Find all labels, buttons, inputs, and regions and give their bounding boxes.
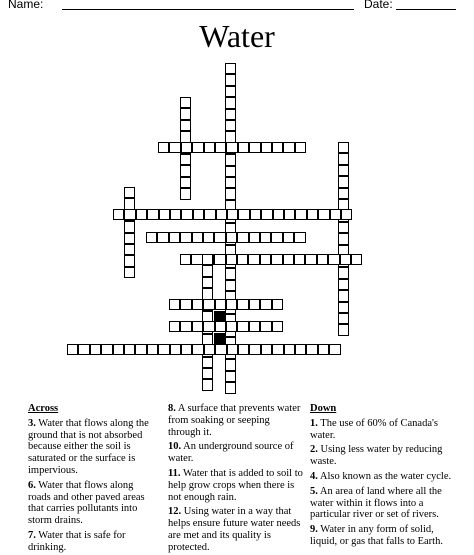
clue-text: Water in any form of solid, liquid, or gas that falls to Earth. [310, 524, 443, 547]
clue-number: 8. [168, 403, 176, 414]
clue-item [168, 403, 304, 438]
grid-cell[interactable] [237, 299, 248, 310]
clue-text: Also known as the water cycle. [317, 470, 452, 482]
grid-cell[interactable] [180, 165, 191, 176]
grid-cell[interactable] [227, 209, 238, 220]
grid-cell[interactable] [216, 209, 227, 220]
clue-text: An area of land where all the water within it flows into a particular river or set of rivers. [310, 485, 442, 521]
grid-cell[interactable] [204, 142, 215, 153]
grid-cell[interactable] [225, 268, 236, 279]
grid-cell[interactable] [341, 209, 352, 220]
grid-cell[interactable] [305, 254, 316, 265]
grid-cell[interactable] [202, 265, 213, 276]
grid-cell[interactable] [328, 254, 339, 265]
grid-cell[interactable] [225, 63, 236, 74]
grid-cell[interactable] [338, 324, 349, 335]
grid-cell[interactable] [225, 74, 236, 85]
grid-cell[interactable] [338, 302, 349, 313]
grid-cell[interactable] [260, 321, 271, 332]
clue-number: 11. [168, 467, 181, 479]
grid-cell[interactable] [180, 131, 191, 142]
clue-item [310, 524, 460, 548]
grid-cell[interactable] [181, 142, 192, 153]
grid-cell[interactable] [225, 359, 236, 370]
grid-cell[interactable] [225, 154, 236, 165]
clue-number: 9. [310, 524, 318, 536]
grid-cell[interactable] [135, 344, 146, 355]
clue-item [310, 444, 460, 468]
clue-text: A surface that prevents water from soaking or seeping through it. [168, 403, 301, 438]
grid-cell[interactable] [90, 344, 101, 355]
grid-cell[interactable] [136, 209, 147, 220]
grid-cell[interactable] [272, 299, 283, 310]
grid-cell[interactable] [317, 254, 328, 265]
grid-cell[interactable] [215, 344, 226, 355]
grid-cell[interactable] [271, 254, 282, 265]
grid-cell[interactable] [203, 321, 214, 332]
grid-cell[interactable] [272, 344, 283, 355]
clue-item [310, 418, 460, 442]
down-clues [310, 403, 460, 548]
clue-text: Water that flows along the ground that is not absorbed because either the soil is saturated or the surface is impervious. [28, 417, 149, 476]
across-clues-continued [168, 403, 304, 554]
clue-text: Water that is safe for drinking. [28, 529, 126, 553]
down-heading: Down [310, 403, 337, 414]
clue-number: 1. [310, 417, 318, 429]
grid-cell[interactable] [192, 142, 203, 153]
grid-cell[interactable] [238, 209, 249, 220]
grid-cell[interactable] [225, 188, 236, 199]
grid-cell[interactable] [283, 142, 294, 153]
grid-cell[interactable] [351, 254, 362, 265]
grid-cell[interactable] [124, 244, 135, 255]
clue-text: The use of 60% of Canada's water. [310, 417, 438, 441]
grid-cell[interactable] [203, 232, 214, 243]
grid-cell[interactable] [338, 153, 349, 164]
grid-cell[interactable] [146, 232, 157, 243]
grid-cell[interactable] [318, 344, 329, 355]
puzzle-title: Water [199, 18, 275, 54]
grid-cell[interactable] [238, 142, 249, 153]
grid-cell[interactable] [180, 97, 191, 108]
grid-cell[interactable] [124, 267, 135, 278]
grid-cell[interactable] [225, 280, 236, 291]
grid-cell[interactable] [113, 209, 124, 220]
grid-cell[interactable] [249, 344, 260, 355]
grid-cell[interactable] [338, 176, 349, 187]
grid-cell[interactable] [215, 299, 226, 310]
clue-text: Water that flows along roads and other paved areas that carries pollutants into storm drains. [28, 479, 145, 527]
grid-cell[interactable] [214, 232, 225, 243]
grid-cell[interactable] [338, 290, 349, 301]
grid-cell[interactable] [225, 86, 236, 97]
grid-cell[interactable] [330, 209, 341, 220]
clue-number: 10. [168, 441, 182, 453]
clue-number: 3. [28, 417, 36, 429]
grid-cell[interactable] [169, 142, 180, 153]
grid-cell[interactable] [340, 254, 351, 265]
grid-cell[interactable] [283, 232, 294, 243]
grid-cell[interactable] [202, 277, 213, 288]
clue-text: An underground source of water. [168, 441, 294, 465]
grid-cell[interactable] [306, 344, 317, 355]
grid-cell[interactable] [169, 321, 180, 332]
grid-cell[interactable] [180, 120, 191, 131]
grid-cell[interactable] [225, 109, 236, 120]
grid-cell[interactable] [192, 321, 203, 332]
grid-cell[interactable] [249, 299, 260, 310]
grid-cell[interactable] [202, 254, 213, 265]
grid-cell[interactable] [329, 344, 340, 355]
grid-cell[interactable] [261, 344, 272, 355]
grid-cell[interactable] [180, 299, 191, 310]
grid-cell[interactable] [124, 209, 135, 220]
grid-cell[interactable] [225, 97, 236, 108]
across-clues [28, 403, 158, 554]
grid-cell[interactable] [180, 321, 191, 332]
date-label: Date: [364, 0, 393, 11]
grid-cell[interactable] [261, 209, 272, 220]
clue-number: 5. [310, 485, 318, 497]
grid-cell[interactable] [237, 321, 248, 332]
grid-cell[interactable] [147, 344, 158, 355]
grid-cell[interactable] [169, 299, 180, 310]
grid-cell[interactable] [180, 154, 191, 165]
clue-text: Using water in a way that helps ensure future water needs are met and its quality is protected. [168, 506, 301, 553]
grid-cell[interactable] [249, 142, 260, 153]
clue-item [168, 468, 304, 503]
grid-cell[interactable] [237, 232, 248, 243]
clue-item [28, 530, 158, 554]
grid-cell[interactable] [181, 209, 192, 220]
grid-cell[interactable] [113, 344, 124, 355]
grid-cell[interactable] [78, 344, 89, 355]
grid-cell[interactable] [294, 254, 305, 265]
grid-cell[interactable] [157, 232, 168, 243]
grid-cell[interactable] [249, 321, 260, 332]
grid-cell[interactable] [338, 188, 349, 199]
grid-cell[interactable] [284, 344, 295, 355]
clue-number: 12. [168, 506, 182, 518]
grid-cell[interactable] [180, 254, 191, 265]
grid-cell[interactable] [170, 209, 181, 220]
grid-cell[interactable] [204, 209, 215, 220]
grid-cell[interactable] [225, 382, 236, 393]
grid-cell[interactable] [124, 344, 135, 355]
grid-cell[interactable] [226, 299, 237, 310]
grid-cell[interactable] [260, 232, 271, 243]
clue-number: 6. [28, 479, 36, 491]
grid-cell[interactable] [260, 299, 271, 310]
grid-cell[interactable] [170, 344, 181, 355]
grid-cell[interactable] [273, 209, 284, 220]
grid-cell[interactable] [225, 177, 236, 188]
grid-cell[interactable] [124, 233, 135, 244]
clue-number: 4. [310, 470, 318, 482]
clue-item [28, 418, 158, 477]
grid-cell[interactable] [202, 368, 213, 379]
grid-cell[interactable] [284, 209, 295, 220]
grid-cell[interactable] [338, 233, 349, 244]
grid-cell[interactable] [226, 142, 237, 153]
grid-cell[interactable] [214, 254, 225, 265]
grid-cell[interactable] [226, 254, 237, 265]
clue-item [168, 441, 304, 465]
grid-cell[interactable] [124, 255, 135, 266]
grid-cell[interactable] [181, 344, 192, 355]
grid-cell[interactable] [272, 142, 283, 153]
grid-cell[interactable] [202, 288, 213, 299]
grid-cell[interactable] [180, 232, 191, 243]
grid-cell[interactable] [261, 142, 272, 153]
grid-cell[interactable] [250, 209, 261, 220]
clue-item [28, 480, 158, 527]
clue-number: 7. [28, 529, 36, 541]
name-label: Name: [8, 0, 44, 11]
across-heading: Across [28, 403, 59, 414]
grid-cell[interactable] [180, 188, 191, 199]
clue-item [310, 486, 460, 521]
black-cell [214, 311, 225, 322]
grid-cell[interactable] [67, 344, 78, 355]
grid-cell[interactable] [180, 108, 191, 119]
grid-cell[interactable] [338, 142, 349, 153]
grid-cell[interactable] [318, 209, 329, 220]
grid-cell[interactable] [295, 142, 306, 153]
grid-cell[interactable] [227, 344, 238, 355]
clue-item [168, 506, 304, 553]
grid-cell[interactable] [159, 209, 170, 220]
grid-cell[interactable] [203, 299, 214, 310]
grid-cell[interactable] [225, 371, 236, 382]
grid-cell[interactable] [248, 254, 259, 265]
grid-cell[interactable] [225, 120, 236, 131]
grid-cell[interactable] [307, 209, 318, 220]
grid-cell[interactable] [226, 321, 237, 332]
black-cell [214, 333, 225, 344]
grid-cell[interactable] [338, 267, 349, 278]
grid-cell[interactable] [124, 221, 135, 232]
grid-cell[interactable] [260, 254, 271, 265]
grid-cell[interactable] [180, 177, 191, 188]
grid-cell[interactable] [338, 313, 349, 324]
grid-cell[interactable] [225, 166, 236, 177]
grid-cell[interactable] [192, 232, 203, 243]
clue-number: 2. [310, 444, 318, 456]
grid-cell[interactable] [192, 344, 203, 355]
grid-cell[interactable] [169, 232, 180, 243]
grid-cell[interactable] [215, 321, 226, 332]
clue-text: Using less water by reducing waste. [310, 444, 443, 468]
grid-cell[interactable] [283, 254, 294, 265]
grid-cell[interactable] [295, 209, 306, 220]
grid-cell[interactable] [193, 209, 204, 220]
grid-cell[interactable] [158, 142, 169, 153]
clue-text: Water that is added to soil to help grow crops when there is not enough rain. [168, 467, 303, 503]
grid-cell[interactable] [124, 187, 135, 198]
grid-cell[interactable] [101, 344, 112, 355]
grid-cell[interactable] [249, 232, 260, 243]
grid-cell[interactable] [295, 344, 306, 355]
grid-cell[interactable] [338, 279, 349, 290]
grid-cell[interactable] [202, 357, 213, 368]
clue-item [310, 471, 460, 483]
grid-cell[interactable] [147, 209, 158, 220]
grid-cell[interactable] [237, 254, 248, 265]
grid-cell[interactable] [192, 299, 203, 310]
grid-cell[interactable] [294, 232, 305, 243]
grid-cell[interactable] [238, 344, 249, 355]
grid-cell[interactable] [158, 344, 169, 355]
grid-cell[interactable] [202, 379, 213, 390]
grid-cell[interactable] [215, 142, 226, 153]
grid-cell[interactable] [338, 165, 349, 176]
grid-cell[interactable] [204, 344, 215, 355]
grid-cell[interactable] [338, 222, 349, 233]
grid-cell[interactable] [271, 232, 282, 243]
grid-cell[interactable] [226, 232, 237, 243]
grid-cell[interactable] [272, 321, 283, 332]
